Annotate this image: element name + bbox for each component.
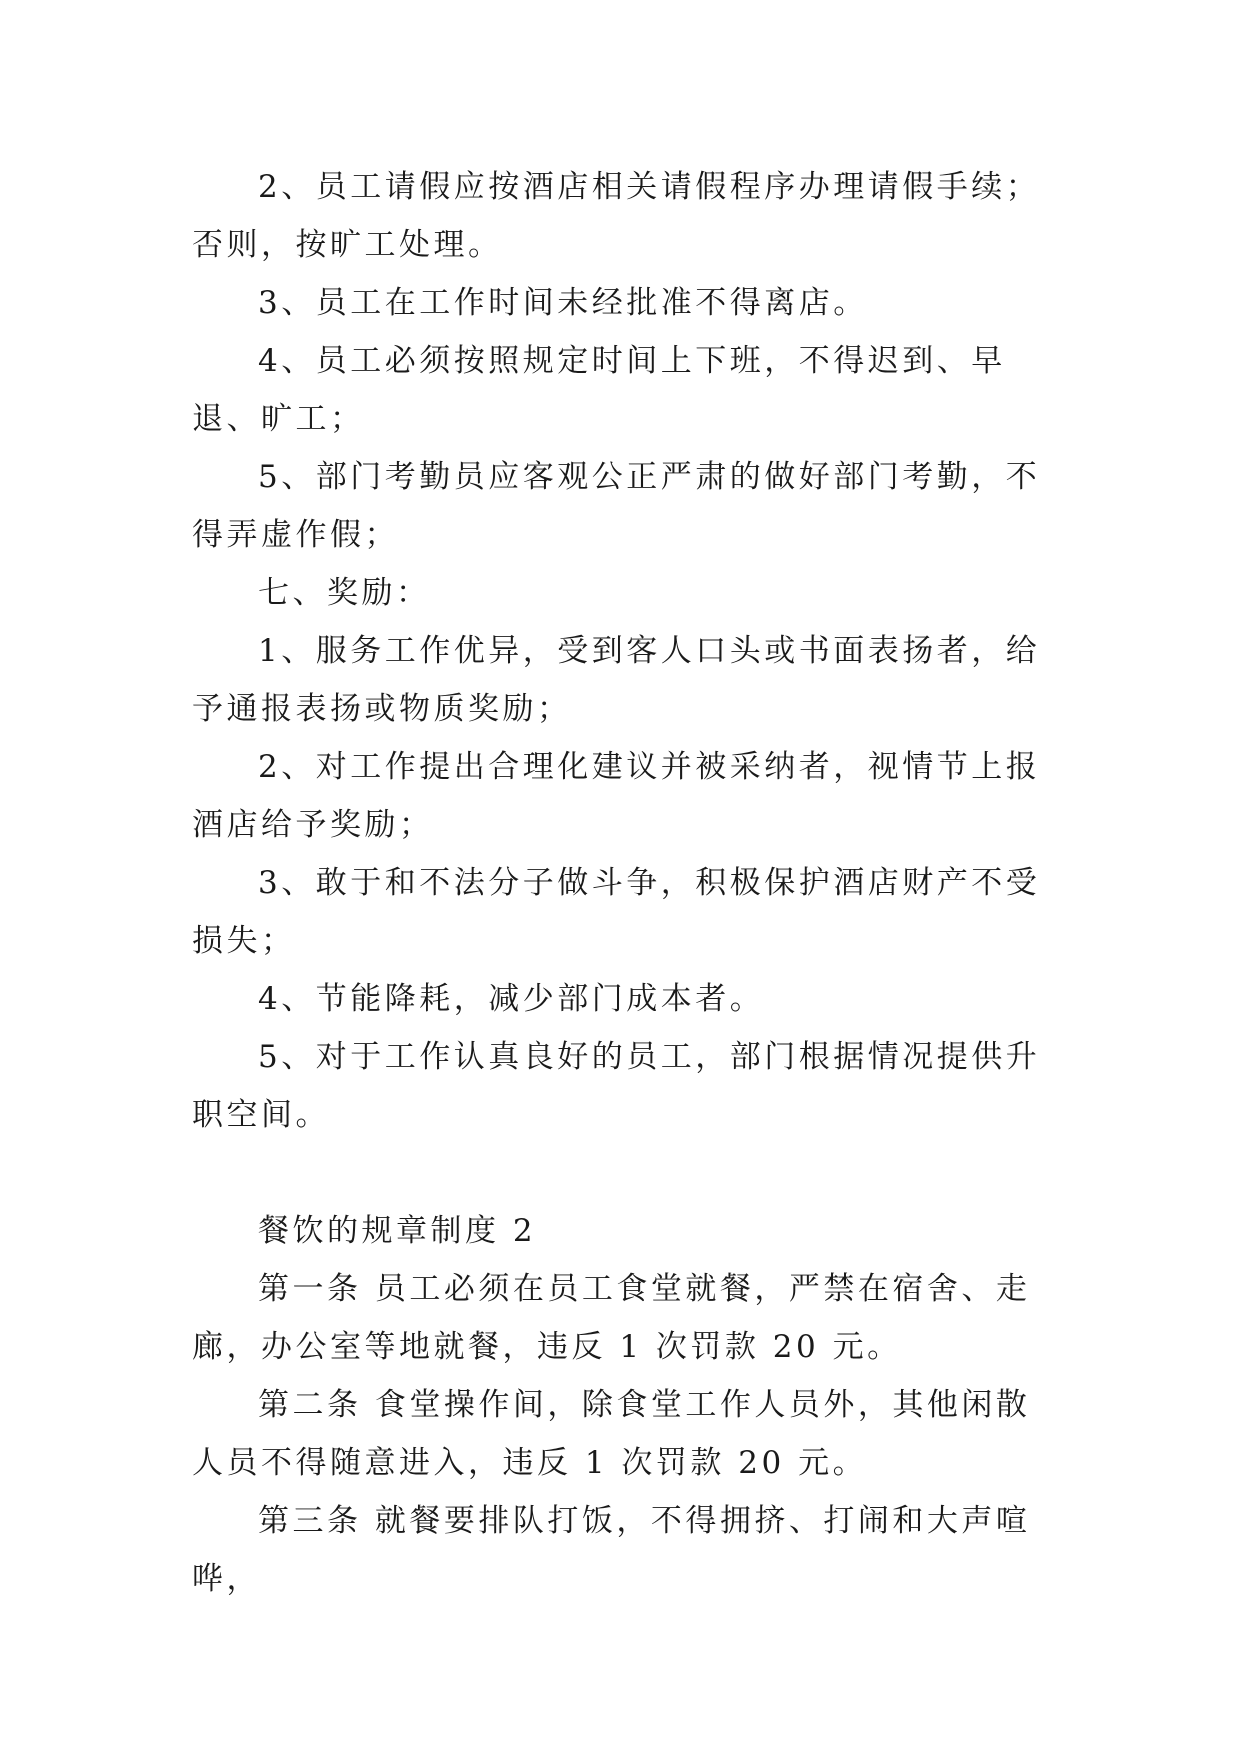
paragraph: 3、员工在工作时间未经批准不得离店。 [258,285,868,321]
paragraph: 2、对工作提出合理化建议并被采纳者，视情节上报酒店给予奖励； [192,749,1041,843]
section-title: 餐饮的规章制度 2 [258,1213,537,1249]
paragraph: 4、员工必须按照规定时间上下班，不得迟到、早退、旷工； [192,343,1006,437]
paragraph: 5、部门考勤员应客观公正严肃的做好部门考勤，不得弄虚作假； [192,459,1041,553]
paragraph: 3、敢于和不法分子做斗争，积极保护酒店财产不受损失； [192,865,1041,959]
section-heading-rewards: 七、奖励： [258,575,431,611]
paragraph: 第一条 员工必须在员工食堂就餐，严禁在宿舍、走廊，办公室等地就餐，违反 1 次罚款 20 元。 [192,1271,1031,1365]
paragraph: 2、员工请假应按酒店相关请假程序办理请假手续；否则，按旷工处理。 [192,169,1041,263]
paragraph: 第三条 就餐要排队打饭，不得拥挤、打闹和大声喧哗， [192,1503,1031,1597]
paragraph: 第二条 食堂操作间，除食堂工作人员外，其他闲散人员不得随意进入，违反 1 次罚款 20 元。 [192,1387,1031,1481]
paragraph: 1、服务工作优异，受到客人口头或书面表扬者，给予通报表扬或物质奖励； [192,633,1041,727]
paragraph: 4、节能降耗，减少部门成本者。 [258,981,765,1017]
paragraph: 5、对于工作认真良好的员工，部门根据情况提供升职空间。 [192,1039,1041,1133]
document-body [192,158,1052,1608]
